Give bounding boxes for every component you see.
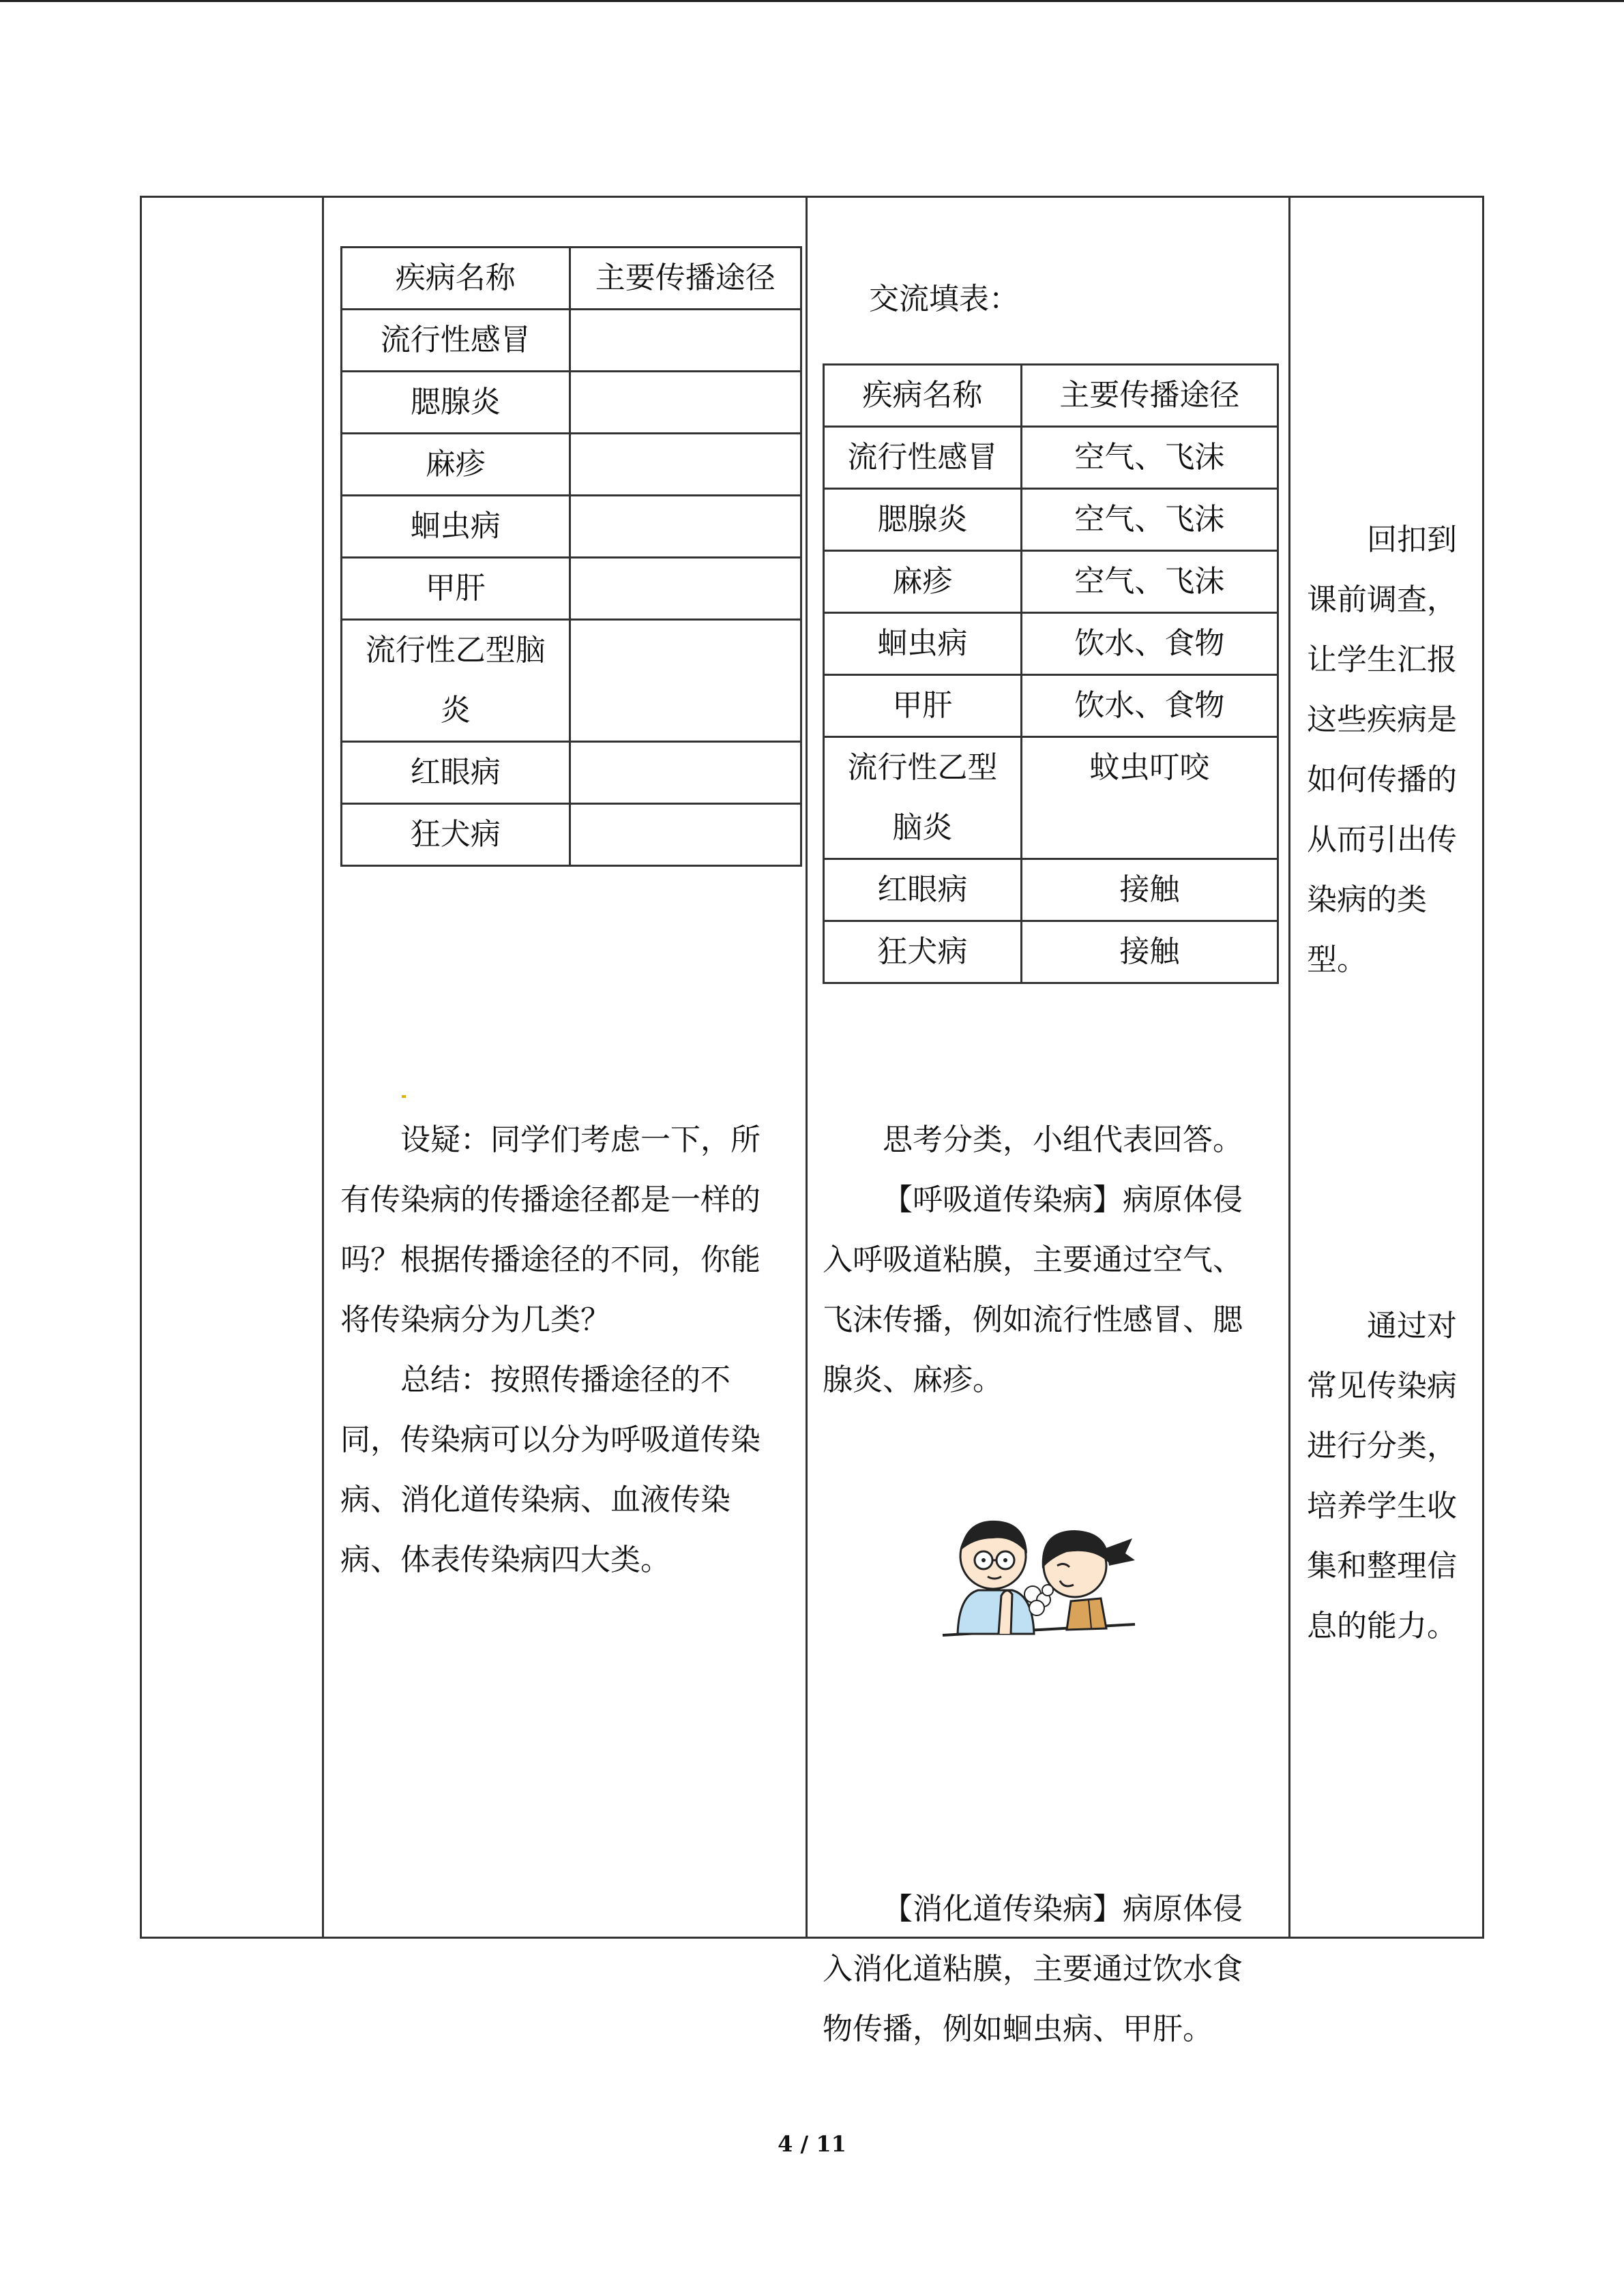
table-header-row — [342, 248, 801, 310]
disease-cell: 腮腺炎 — [342, 372, 570, 434]
summary-paragraph: 总结：按照传播途径的不同，传染病可以分为呼吸道传染病、消化道传染病、血液传染病、体表传染病四大类。 — [340, 1362, 761, 1577]
route-cell: 饮水、食物 — [1021, 675, 1278, 737]
stage-column — [142, 198, 322, 1937]
disease-cell: 红眼病 — [342, 742, 570, 804]
disease-cell: 狂犬病 — [824, 921, 1022, 983]
disease-cell: 甲肝 — [342, 558, 570, 620]
table-row — [824, 551, 1278, 613]
teacher-activity-column — [324, 198, 806, 1937]
digestive-paragraph: 【消化道传染病】病原体侵入消化道粘膜，主要通过饮水食物传播，例如蛔虫病、甲肝。 — [823, 1892, 1243, 2046]
student-activity-column — [808, 198, 1288, 2046]
route-cell: 空气、飞沫 — [1021, 551, 1278, 613]
table-row — [342, 372, 801, 434]
disease-cell: 蛔虫病 — [342, 496, 570, 558]
disease-cell: 流行性感冒 — [342, 310, 570, 372]
lesson-table — [140, 196, 1484, 2046]
route-cell: 接触 — [1021, 859, 1278, 921]
table-row — [824, 489, 1278, 551]
disease-cell: 红眼病 — [824, 859, 1022, 921]
route-cell: 饮水、食物 — [1021, 613, 1278, 675]
route-cell — [570, 804, 801, 866]
intent-second-text: 通过对常见传染病进行分类，培养学生收集和整理信息的能力。 — [1307, 1309, 1457, 1643]
header-disease: 疾病名称 — [824, 365, 1022, 427]
question-paragraph: 设疑：同学们考虑一下，所有传染病的传播途径都是一样的吗？根据传播途径的不同，你能将传染病分为几类？ — [340, 1122, 761, 1337]
intent-first-paragraph — [1307, 510, 1471, 990]
table-row — [824, 675, 1278, 737]
think-paragraph: 思考分类，小组代表回答。 — [883, 1122, 1243, 1157]
design-intent-column — [1290, 198, 1482, 1937]
respiratory-paragraph: 【呼吸道传染病】病原体侵入呼吸道粘膜，主要通过空气、飞沫传播，例如流行性感冒、腮腺炎、麻疹。 — [823, 1182, 1243, 1397]
route-cell — [570, 496, 801, 558]
disease-cell: 麻疹 — [824, 551, 1022, 613]
route-cell: 空气、飞沫 — [1021, 427, 1278, 489]
route-cell — [570, 742, 801, 804]
stray-mark — [402, 1095, 406, 1098]
disease-cell: 麻疹 — [342, 434, 570, 496]
table-row — [342, 620, 801, 742]
table-header-row — [824, 365, 1278, 427]
disease-cell: 流行性乙型脑炎 — [342, 620, 570, 742]
page-number: 4 / 11 — [778, 2131, 846, 2157]
route-cell — [570, 620, 801, 742]
top-border — [0, 0, 1624, 2]
table-row — [342, 558, 801, 620]
disease-cell: 流行性乙型脑炎 — [824, 737, 1022, 859]
table-row — [342, 804, 801, 866]
table-row — [824, 737, 1278, 859]
route-cell — [570, 434, 801, 496]
table-row — [342, 496, 801, 558]
student-text-upper — [823, 1110, 1259, 1410]
route-cell — [570, 558, 801, 620]
route-cell: 蚊虫叮咬 — [1021, 737, 1278, 859]
table-row — [824, 859, 1278, 921]
route-cell: 空气、飞沫 — [1021, 489, 1278, 551]
intent-first-text: 回扣到课前调查，让学生汇报这些疾病是如何传播的从而引出传染病的类型。 — [1307, 522, 1457, 977]
table-row — [824, 921, 1278, 983]
filled-transmission-table — [823, 363, 1279, 984]
header-disease: 疾病名称 — [342, 248, 570, 310]
student-text-lower — [823, 1879, 1259, 2059]
blank-transmission-table — [340, 246, 802, 867]
teacher-text — [340, 1110, 777, 1590]
intent-second-paragraph — [1307, 1296, 1471, 1656]
disease-cell: 狂犬病 — [342, 804, 570, 866]
disease-cell: 甲肝 — [824, 675, 1022, 737]
intro-text: 交流填表： — [869, 282, 1019, 316]
table-row — [824, 427, 1278, 489]
disease-cell: 腮腺炎 — [824, 489, 1022, 551]
header-route: 主要传播途径 — [570, 248, 801, 310]
header-route: 主要传播途径 — [1021, 365, 1278, 427]
route-cell: 接触 — [1021, 921, 1278, 983]
disease-cell: 流行性感冒 — [824, 427, 1022, 489]
disease-cell: 蛔虫病 — [824, 613, 1022, 675]
route-cell — [570, 372, 801, 434]
table-row — [342, 742, 801, 804]
table-row — [824, 613, 1278, 675]
table-row — [342, 434, 801, 496]
table-row — [342, 310, 801, 372]
coughing-students-illustration — [930, 1500, 1149, 1650]
route-cell — [570, 310, 801, 372]
